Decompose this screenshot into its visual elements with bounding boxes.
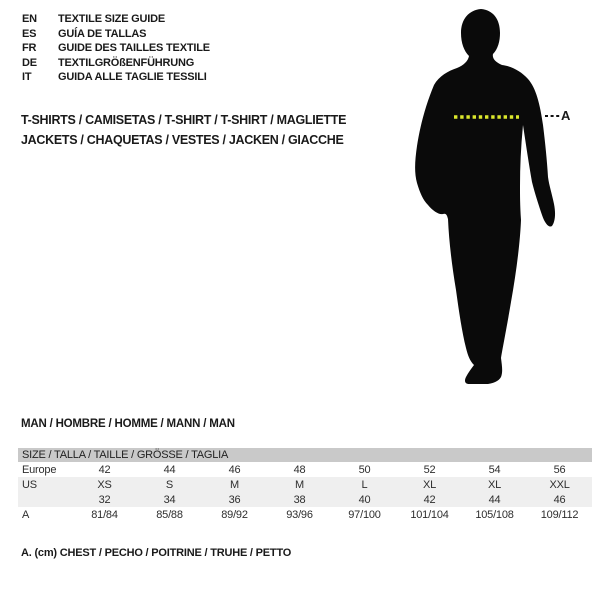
- guide-title-fr: GUIDE DES TAILLES TEXTILE: [58, 42, 210, 54]
- row-label-europe: Europe: [22, 463, 57, 476]
- language-row-it: [22, 70, 210, 85]
- table-cell: 101/104: [410, 508, 449, 521]
- table-cell: 52: [423, 463, 436, 476]
- size-table: [18, 448, 592, 522]
- table-cell: 42: [397, 492, 462, 507]
- table-cell: 36: [202, 492, 267, 507]
- row-label-a: A: [22, 508, 30, 521]
- table-cell: 56: [553, 463, 566, 476]
- language-code-de: DE: [22, 56, 37, 69]
- table-cell: 34: [137, 492, 202, 507]
- guide-title-de: TEXTILGRÖßENFÜHRUNG: [58, 56, 195, 69]
- guide-title-es: GUÍA DE TALLAS: [58, 27, 147, 40]
- table-cell: M: [202, 477, 267, 492]
- language-code-es: ES: [22, 27, 37, 40]
- table-cell: 44: [163, 463, 176, 476]
- table-cell: 42: [98, 463, 111, 476]
- category-jackets: JACKETS / CHAQUETAS / VESTES / JACKEN / GIACCHE: [21, 133, 344, 147]
- table-cell: 89/92: [221, 508, 248, 521]
- size-table-header-row: [18, 448, 592, 462]
- table-cell: 54: [488, 463, 501, 476]
- table-row-uk-sizes: [18, 492, 592, 507]
- man-figure: [390, 0, 590, 420]
- table-row-us: [18, 477, 592, 492]
- table-cell: XL: [462, 477, 527, 492]
- measurement-a-label: A: [561, 108, 571, 123]
- language-code-fr: FR: [22, 42, 37, 54]
- table-cell: 40: [332, 492, 397, 507]
- table-cell: XS: [72, 477, 137, 492]
- table-cell: 93/96: [286, 508, 313, 521]
- row-label-us: US: [18, 477, 72, 492]
- language-row-en: [22, 12, 210, 27]
- table-cell: XXL: [527, 477, 592, 492]
- language-row-es: [22, 27, 210, 42]
- table-cell: S: [137, 477, 202, 492]
- table-cell: 44: [462, 492, 527, 507]
- table-cell: 105/108: [475, 508, 514, 521]
- section-title-man: MAN / HOMBRE / HOMME / MANN / MAN: [21, 418, 235, 430]
- man-silhouette-body: [415, 9, 555, 384]
- guide-title-en: TEXTILE SIZE GUIDE: [58, 13, 166, 25]
- category-tshirts: T-SHIRTS / CAMISETAS / T-SHIRT / T-SHIRT / MAGLIETTE: [21, 113, 347, 127]
- table-row-a-chest: [18, 507, 592, 522]
- table-cell: 50: [358, 463, 371, 476]
- table-cell: M: [267, 477, 332, 492]
- man-silhouette: [390, 0, 590, 420]
- table-cell: XL: [397, 477, 462, 492]
- language-code-it: IT: [22, 71, 32, 83]
- table-cell: 48: [293, 463, 306, 476]
- table-cell: 46: [228, 463, 241, 476]
- category-lines: [21, 110, 346, 150]
- row-label-blank: [18, 492, 72, 507]
- table-cell: 32: [72, 492, 137, 507]
- table-cell: 85/88: [156, 508, 183, 521]
- table-cell: 81/84: [91, 508, 118, 521]
- guide-title-it: GUIDA ALLE TAGLIE TESSILI: [58, 71, 207, 83]
- table-cell: 38: [267, 492, 332, 507]
- table-cell: 97/100: [348, 508, 381, 521]
- language-row-fr: [22, 41, 210, 56]
- language-row-de: [22, 56, 210, 71]
- table-row-europe: [18, 462, 592, 477]
- table-cell: L: [332, 477, 397, 492]
- size-table-header: SIZE / TALLA / TAILLE / GRÖSSE / TAGLIA: [18, 448, 592, 462]
- table-cell: 46: [527, 492, 592, 507]
- measurement-footnote: A. (cm) CHEST / PECHO / POITRINE / TRUHE / PETTO: [21, 547, 292, 559]
- language-code-en: EN: [22, 13, 37, 25]
- language-list: [22, 12, 210, 85]
- table-cell: 109/112: [540, 508, 579, 521]
